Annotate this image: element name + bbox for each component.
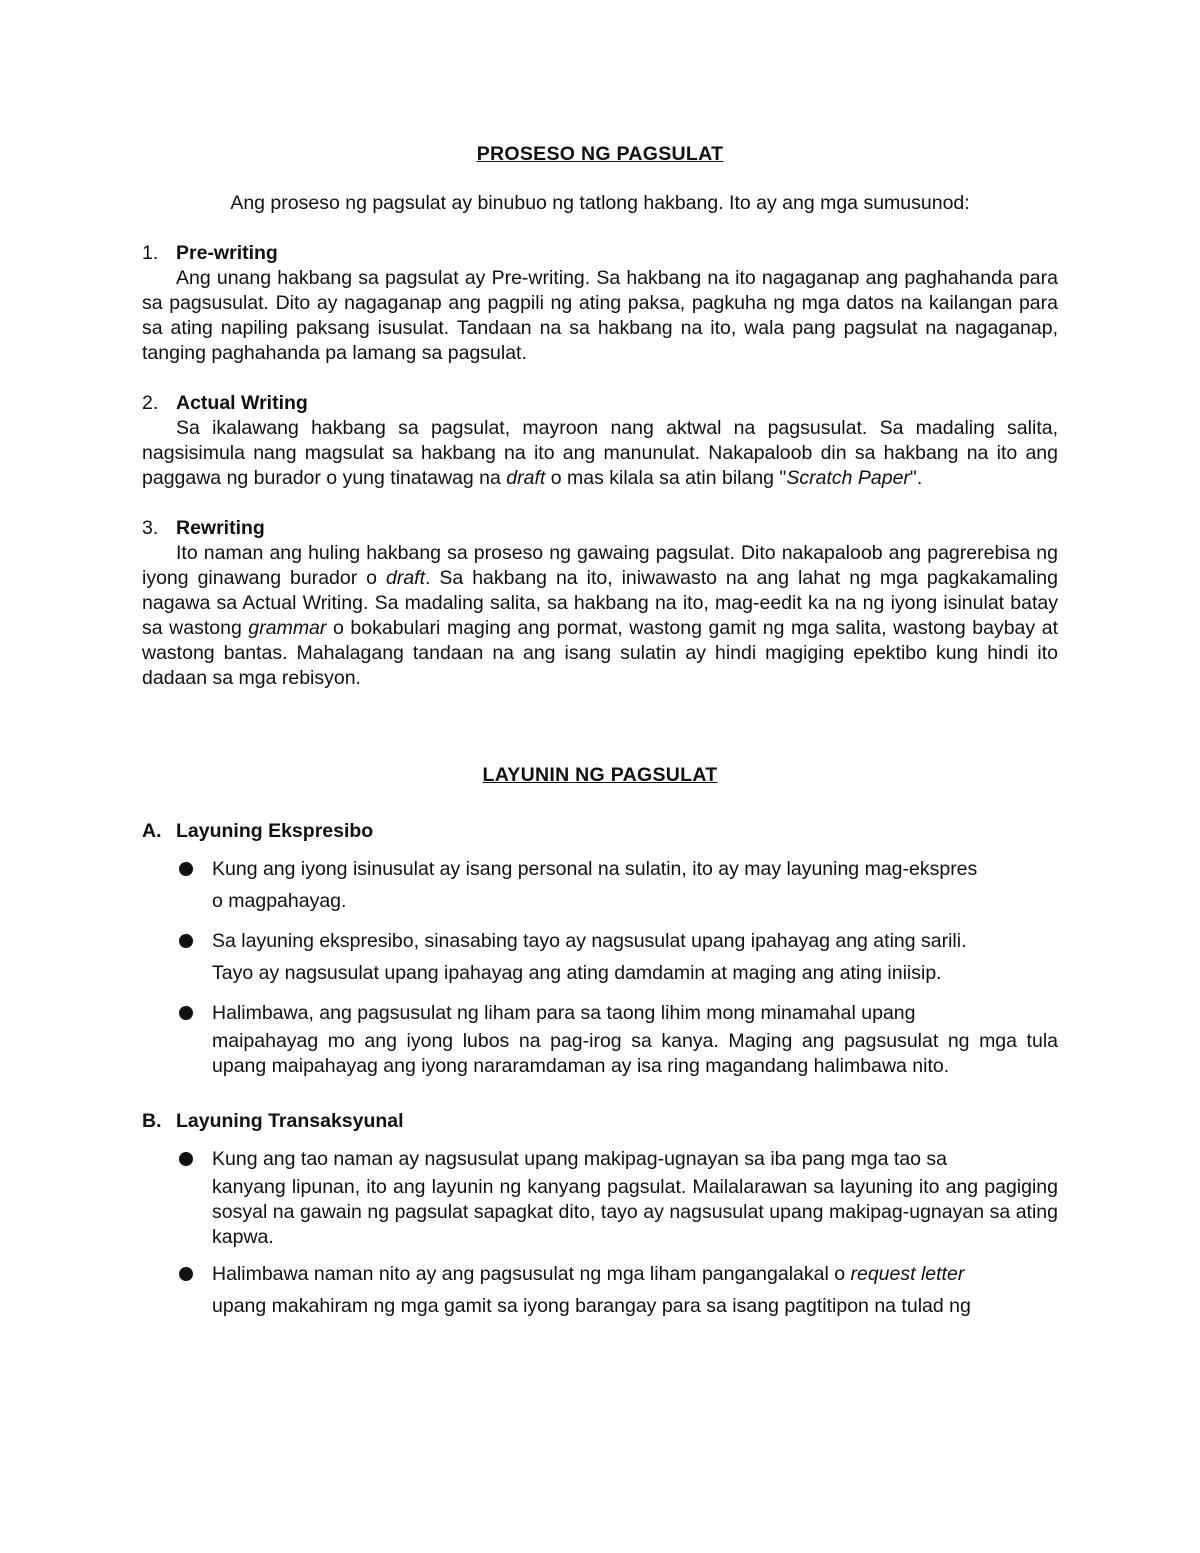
bullet-text: Halimbawa naman nito ay ang pagsusulat ng mga liham pangangalakal o xyxy=(212,1263,851,1285)
step-body xyxy=(142,416,1058,491)
bullet-icon xyxy=(179,1267,193,1281)
bullet-text: maipahayag mo ang iyong lubos na pag-irog sa kanya. Maging ang pagsusulat ng mga tula upang maipahayag ang iyong nararamdaman ay isa ring magandang halimbawa nito. xyxy=(212,1030,1058,1077)
step-body xyxy=(142,541,1058,691)
bullet-icon xyxy=(179,934,193,948)
step-title: Actual Writing xyxy=(176,392,308,414)
step-prewriting xyxy=(142,240,1058,366)
list-item xyxy=(142,925,1058,989)
section-title: LAYUNIN NG PAGSULAT xyxy=(482,764,718,786)
subsection-title: Layuning Ekspresibo xyxy=(176,820,374,842)
step-actual-writing xyxy=(142,390,1058,491)
subsection-title: Layuning Transaksyunal xyxy=(176,1110,404,1132)
body-emphasis: grammar xyxy=(248,617,327,639)
document-content xyxy=(142,140,1058,1330)
subsection-letter: A. xyxy=(142,820,162,842)
body-emphasis: draft xyxy=(506,467,546,489)
step-number: 2. xyxy=(142,392,159,414)
step-rewriting xyxy=(142,515,1058,691)
subsection-letter: B. xyxy=(142,1110,162,1132)
bullet-text: Sa layuning ekspresibo, sinasabing tayo ay nagsusulat upang ipahayag ang ating sarili. xyxy=(212,930,967,952)
bullet-text: upang makahiram ng mga gamit sa iyong barangay para sa isang pagtitipon na tulad ng xyxy=(212,1295,971,1317)
intro-paragraph: Ang proseso ng pagsulat ay binubuo ng tatlong hakbang. Ito ay ang mga sumusunod: xyxy=(230,192,970,214)
subsection-heading-a xyxy=(142,817,1058,845)
list-item xyxy=(142,1143,1058,1250)
bullet-text: o magpahayag. xyxy=(212,890,347,912)
body-text: o mas kilala sa atin bilang " xyxy=(545,467,787,489)
step-number: 1. xyxy=(142,242,159,264)
body-emphasis: draft xyxy=(385,567,426,589)
list-item xyxy=(142,853,1058,917)
step-title: Rewriting xyxy=(176,517,265,539)
subsection-heading-b xyxy=(142,1107,1058,1135)
body-text: o bokabulari maging ang pormat, wastong gamit ng mga salita, wastong baybay at wastong bantas. Mahalagang tandaan na ang isang sulatin ay hindi magiging epektibo kung hindi ito dadaan sa mga rebisyon. xyxy=(142,617,1058,689)
list-item xyxy=(142,1258,1058,1322)
step-number: 3. xyxy=(142,517,159,539)
step-body: Ang unang hakbang sa pagsulat ay Pre-writing. Sa hakbang na ito nagaganap ang paghahanda para sa pagsusulat. Dito ay nagaganap ang pagpili ng ating paksa, pagkuha ng mga datos na kailangan para sa ating napiling paksang isusulat. Tandaan na sa hakbang na ito, wala pang pagsulat na nagaganap, tanging paghahanda pa lamang sa pagsulat. xyxy=(142,267,1058,364)
bullet-list-a xyxy=(142,853,1058,1079)
bullet-icon xyxy=(179,862,193,876)
body-text: ". xyxy=(909,467,923,489)
bullet-emphasis: request letter xyxy=(850,1263,965,1285)
bullet-list-b xyxy=(142,1143,1058,1322)
list-item xyxy=(142,997,1058,1079)
bullet-text: kanyang lipunan, ito ang layunin ng kanyang pagsulat. Mailalarawan sa layuning ito ang pagiging sosyal na gawain ng pagsulat sapagkat dito, tayo ay nagsusulat upang makipag-ugnayan sa ating kapwa. xyxy=(212,1176,1058,1248)
body-text: Sa ikalawang hakbang sa pagsulat, mayroon nang aktwal na pagsusulat. Sa madaling salita, nagsisimula nang magsulat sa hakbang na ito ang manunulat. Nakapaloob din sa hakbang na ito ang paggawa ng burador o yung tinatawag na xyxy=(142,417,1058,489)
bullet-text: Kung ang iyong isinusulat ay isang personal na sulatin, ito ay may layuning mag-ekspres xyxy=(212,858,978,880)
bullet-text: Kung ang tao naman ay nagsusulat upang makipag-ugnayan sa iba pang mga tao sa xyxy=(212,1148,948,1170)
step-title: Pre-writing xyxy=(176,242,278,264)
bullet-text: Halimbawa, ang pagsusulat ng liham para sa taong lihim mong minamahal upang xyxy=(212,1002,916,1024)
body-text: Ito naman ang huling hakbang sa proseso ng gawaing pagsulat. Dito nakapaloob ang pagrerebisa ng iyong ginawang burador o xyxy=(142,542,1058,589)
page-title: PROSESO NG PAGSULAT xyxy=(476,143,724,165)
bullet-icon xyxy=(179,1006,193,1020)
bullet-icon xyxy=(179,1152,193,1166)
bullet-text: Tayo ay nagsusulat upang ipahayag ang ating damdamin at maging ang ating iniisip. xyxy=(212,962,942,984)
body-text: . Sa hakbang na ito, iniwawasto na ang lahat ng mga pagkakamaling nagawa sa Actual Writing. Sa madaling salita, sa hakbang na ito, mag-eedit ka na ng iyong isinulat batay sa wastong xyxy=(142,567,1058,639)
body-emphasis: Scratch Paper xyxy=(786,467,910,489)
